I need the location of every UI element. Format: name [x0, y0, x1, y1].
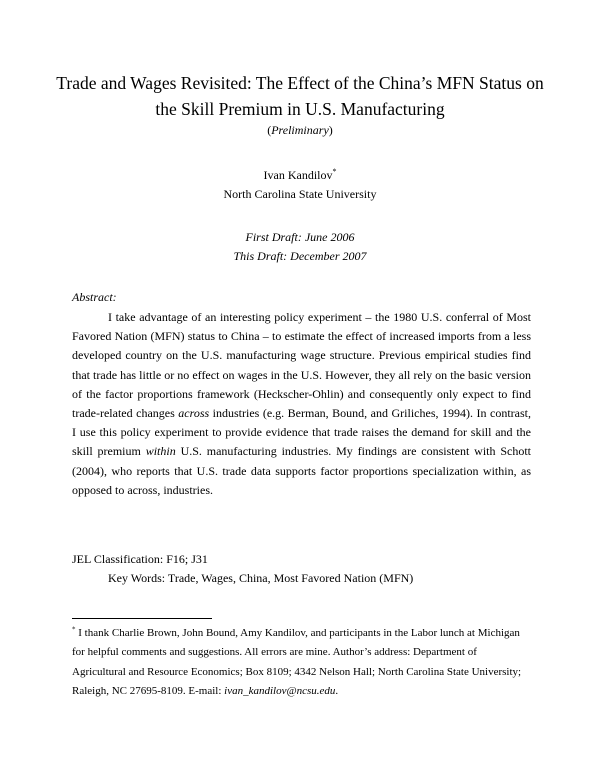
author-name-text: Ivan Kandilov — [263, 168, 333, 182]
author-name — [40, 167, 560, 183]
abstract-emphasis-across: across — [178, 406, 210, 421]
author-affiliation: North Carolina State University — [223, 187, 377, 201]
footnote-end: . — [335, 685, 339, 698]
abstract-body — [72, 308, 531, 500]
abstract-emphasis-within: within — [145, 444, 176, 459]
key-words: Key Words: Trade, Wages, China, Most Favored Nation (MFN) — [108, 571, 414, 585]
author-footnote — [72, 624, 532, 702]
abstract-label: Abstract: — [72, 290, 117, 304]
title-line-1: Trade and Wages Revisited: The Effect of the China’s MFN Status on — [56, 73, 544, 93]
preliminary-word: Preliminary — [271, 123, 329, 137]
author-email: ivan_kandilov@ncsu.edu — [224, 685, 336, 698]
footnote-text: I thank Charlie Brown, John Bound, Amy Kandilov, and participants in the Labor lunch at Michigan for helpful comments and suggestions. All errors are mine. Author’s address: Department of Agricultural and Resource Economics; Box 8109; 4342 Nelson Hall; North Carolina State University; Raleigh, NC 27695-8109. E-mail: — [72, 627, 522, 698]
abstract-text-part-1: I take advantage of an interesting policy experiment – the 1980 U.S. conferral of Most Favored Nation (MFN) status to China – to estimate the effect of increased imports from a less developed country on the U.S. manufacturing wage structure. Previous empirical studies find that trade has little or no effect on wages in the U.S. However, they all rely on the basic version of the factor proportions framework (Heckscher-Ohlin) and consequently only expect to find trade-related changes — [72, 310, 531, 421]
preliminary-open-paren: ( — [267, 123, 272, 137]
preliminary-note — [40, 122, 560, 138]
this-draft-date: This Draft: December 2007 — [233, 249, 367, 263]
jel-classification: JEL Classification: F16; J31 — [72, 552, 208, 566]
paper-title — [40, 70, 560, 122]
preliminary-close-paren: ) — [328, 123, 333, 137]
author-footnote-mark: * — [332, 167, 337, 176]
title-line-2: the Skill Premium in U.S. Manufacturing — [155, 99, 445, 119]
abstract-text-part-3: U.S. manufacturing industries. My findings are consistent with Schott (2004), who reports that U.S. trade data supports factor proportions specialization within, as opposed to across, industries. — [72, 444, 532, 497]
footnote-separator — [72, 618, 212, 619]
footnote-mark: * — [72, 625, 76, 634]
abstract-text-part-2: industries (e.g. Berman, Bound, and Griliches, 1994). In contrast, I use this policy experiment to provide evidence that trade raises the demand for skill and the skill premium — [72, 406, 531, 459]
first-draft-date: First Draft: June 2006 — [245, 230, 355, 244]
